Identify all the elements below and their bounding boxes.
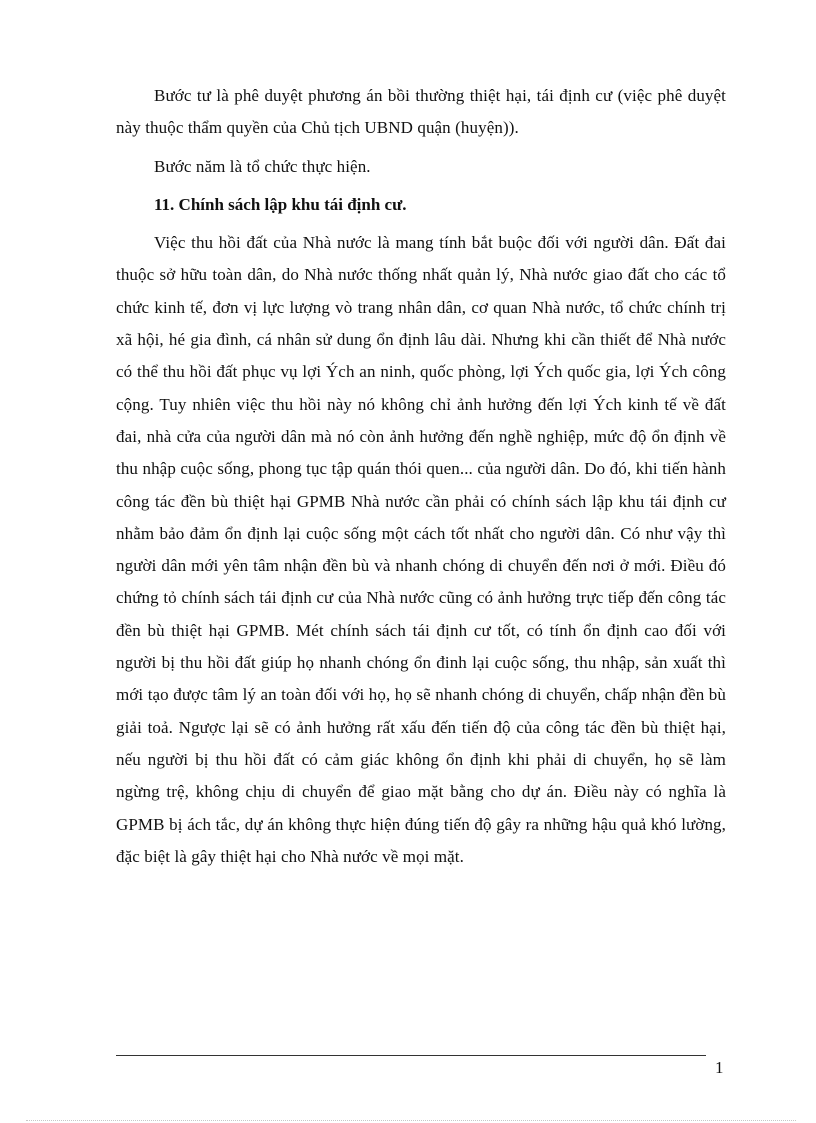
page-content: [116, 80, 726, 873]
page-number: 1: [715, 1058, 724, 1077]
page-edge-divider: [26, 1120, 796, 1121]
paragraph-step-five: Bước năm là tổ chức thực hiện.: [154, 156, 371, 176]
section-heading: 11. Chính sách lập khu tái định cư.: [154, 194, 407, 214]
paragraph-step-four: Bước tư là phê duyệt phương án bồi thường thiệt hại, tái định cư (việc phê duyệt này thuộc thẩm quyền của Chủ tịch UBND quận (huyện)).: [116, 86, 726, 138]
footer-divider: [116, 1055, 706, 1056]
section-body-paragraph: Việc thu hồi đất của Nhà nước là mang tính bắt buộc đối với người dân. Đất đai thuộc sở hữu toàn dân, do Nhà nước thống nhất quản lý, Nhà nước giao đất cho các tổ chức kinh tế, đơn vị lực lượng vò trang nhân dân, cơ quan Nhà nước, tổ chức chính trị xã hội, hé gia đình, cá nhân sử dung ổn định lâu dài. Nhưng khi cần thiết để Nhà nước có thể thu hồi đất phục vụ lợi Ých an ninh, quốc phòng, lợi Ých quốc gia, lợi Ých công cộng. Tuy nhiên việc thu hồi này nó không chỉ ảnh hưởng đến lợi Ých kinh tế về đất đai, nhà cửa của người dân mà nó còn ảnh hưởng đến nghề nghiệp, mức độ ổn định về thu nhập cuộc sống, phong tục tập quán thói quen... của người dân. Do đó, khi tiến hành công tác đền bù thiệt hại GPMB Nhà nước cần phải có chính sách lập khu tái định cư nhằm bảo đảm ổn định lại cuộc sống một cách tốt nhất cho người dân. Có như vậy thì người dân mới yên tâm nhận đền bù và nhanh chóng di chuyển đến nơi ở mới. Điều đó chứng tỏ chính sách tái định cư của Nhà nước cũng có ảnh hưởng trực tiếp đến công tác đền bù thiệt hại GPMB. Mét chính sách tái định cư tốt, có tính ổn định cao đối với người bị thu hồi đất giúp họ nhanh chóng ổn đinh lại cuộc sống, thu nhập, sản xuất thì mới tạo được tâm lý an toàn đối với họ, họ sẽ nhanh chóng di chuyển, chấp nhận đền bù giải toả. Ngược lại sẽ có ảnh hưởng rất xấu đến tiến độ của công tác đền bù thiệt hại, nếu người bị thu hồi đất có cảm giác không ổn định khi phải di chuyển, họ sẽ làm ngừng trệ, không chịu di chuyển để giao mặt bằng cho dự án. Điều này có nghĩa là GPMB bị ách tắc, dự án không thực hiện đúng tiến độ gây ra những hậu quả khó lường, đặc biệt là gây thiệt hại cho Nhà nước về mọi mặt.: [116, 233, 726, 866]
